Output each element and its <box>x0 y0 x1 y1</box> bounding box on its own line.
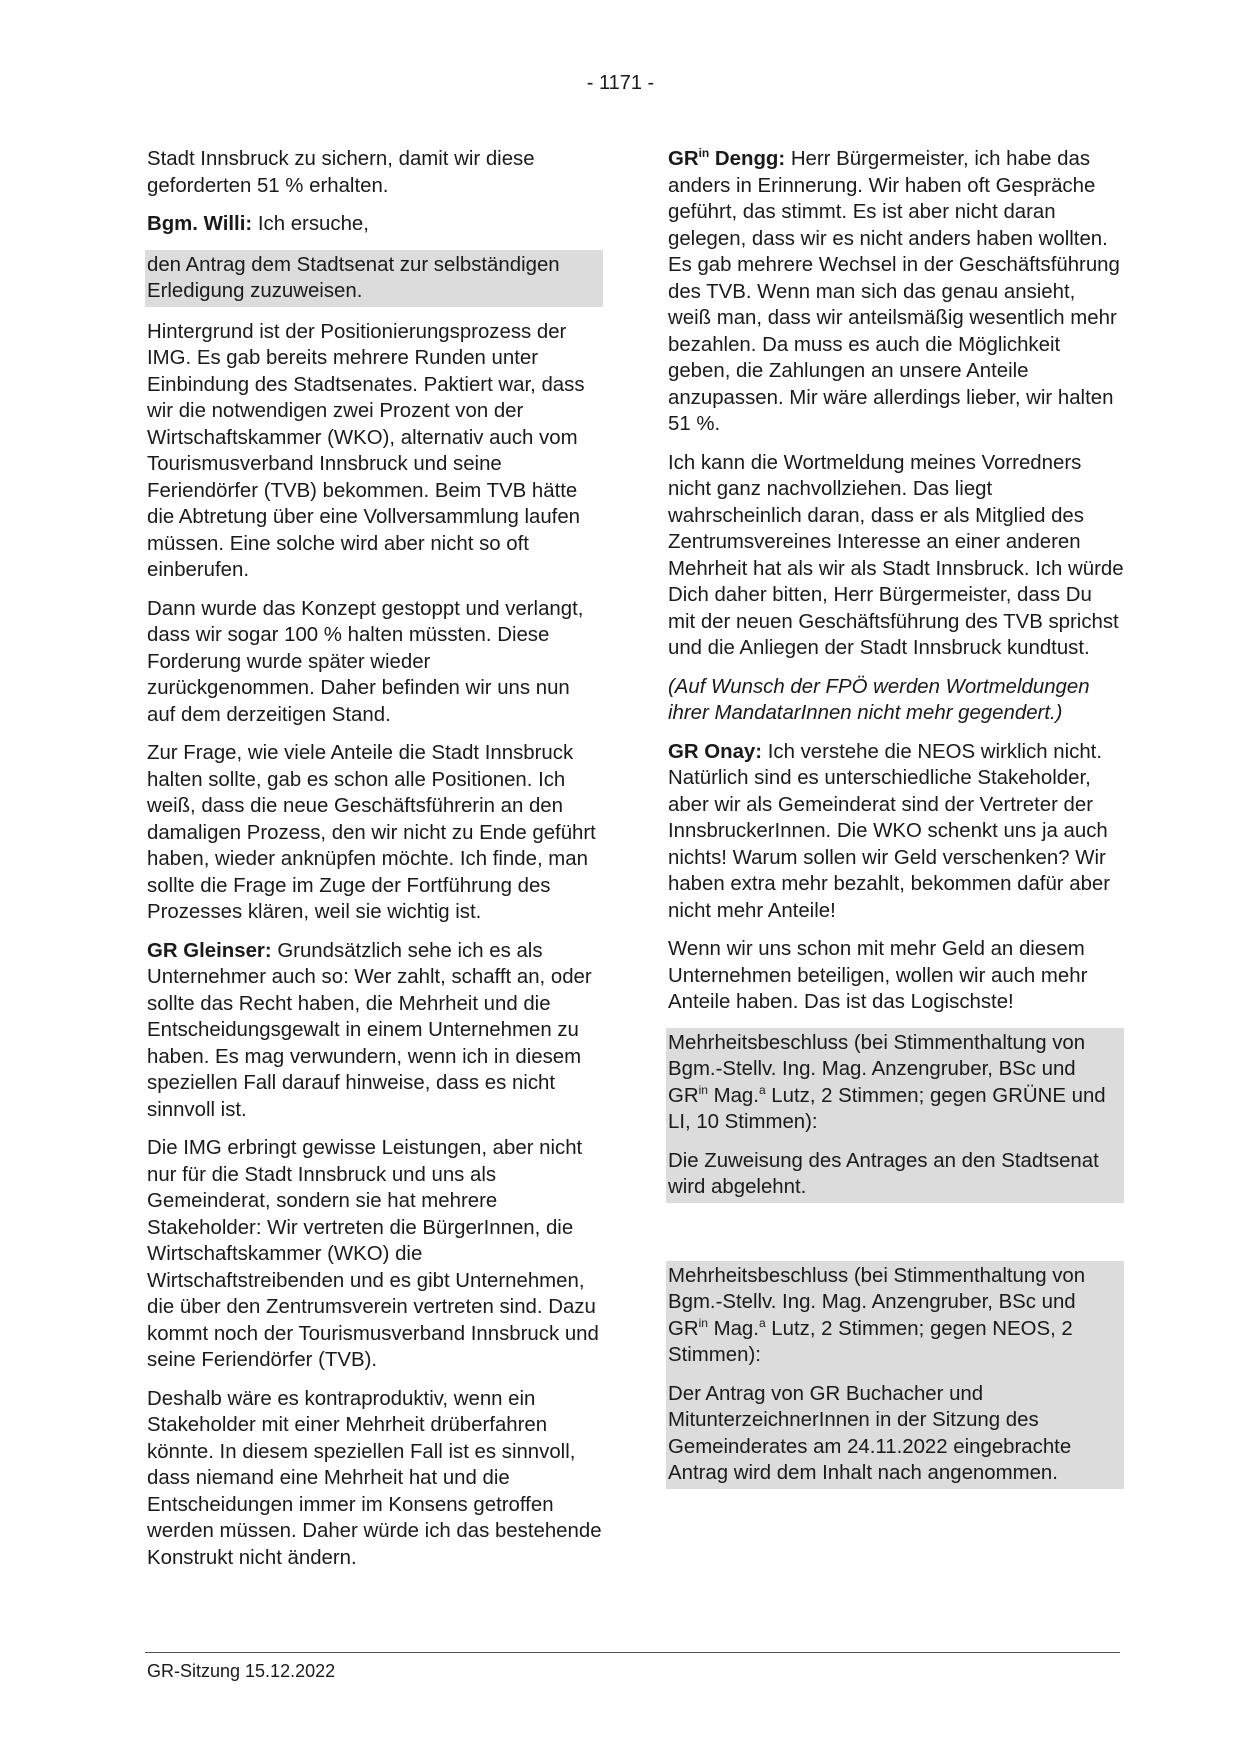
left-column <box>147 146 603 1583</box>
speaker-surname: Dengg: <box>709 148 786 170</box>
speaker-name <box>668 148 785 170</box>
motion-box <box>145 250 603 307</box>
speech-text: Herr Bürgermeister, ich habe das anders in Erinnerung. Wir haben oft Gespräche geführt, das stimmt. Es ist aber nicht daran gelegen, dass wir es nicht anders haben wollten. Es gab mehrere Wechsel in der Geschäftsführung des TVB. Wenn man sich das genau ansieht, weiß man, dass wir anteilsmäßig wesentlich mehr bezahlen. Da muss es auch die Möglichkeit geben, die Zahlungen an unsere Anteile anzupassen. Mir wäre allerdings lieber, wir halten 51 %. <box>668 148 1120 435</box>
vote-box-2 <box>666 1261 1124 1489</box>
motion-text: den Antrag dem Stadtsenat zur selbständigen Erledigung zuzuweisen. <box>147 253 560 302</box>
speaker-name: GR Gleinser: <box>147 939 272 962</box>
vote-statement <box>668 1030 1120 1136</box>
paragraph: Dann wurde das Konzept gestoppt und verlangt, dass wir sogar 100 % halten müssten. Diese Forderung wurde später wieder zurückgenommen. Daher befinden wir uns nun auf dem derzeitigen Stand. <box>147 597 584 726</box>
footer-text: GR-Sitzung 15.12.2022 <box>147 1661 336 1681</box>
spacer <box>668 1215 1124 1261</box>
vote-sup: a <box>758 1082 766 1097</box>
speaker-name: GR Onay: <box>668 740 763 763</box>
vote-text: Mag. <box>707 1317 759 1340</box>
vote-result: Die Zuweisung des Antrages an den Stadtsenat wird abgelehnt. <box>668 1149 1099 1198</box>
speaker-name: Bgm. Willi: <box>147 213 253 235</box>
speaker-paragraph-bgm-willi <box>147 211 603 238</box>
paragraph: Zur Frage, wie viele Anteile die Stadt Innsbruck halten sollte, gab es schon alle Positionen. Ich weiß, dass die neue Geschäftsführerin an den damaligen Prozess, den wir nicht zu Ende geführt haben, wieder anknüpfen möchte. Ich finde, man sollte die Frage im Zuge der Fortführung des Prozesses klären, weil sie wichtig ist. <box>147 742 596 923</box>
vote-sup: in <box>698 1082 708 1097</box>
paragraph: Die IMG erbringt gewisse Leistungen, aber nicht nur für die Stadt Innsbruck und uns als Gemeinderat, sondern sie hat mehrere Stakeholder: Wir vertreten die BürgerInnen, die Wirtschaftskammer (WKO) die Wirtschaftstreibenden und es gibt Unternehmen, die über den Zentrumsverein vertreten sind. Dazu kommt noch der Tourismusverband Innsbruck und seine Feriendörfer (TVB). <box>147 1137 599 1371</box>
speaker-title-sup: in <box>698 146 710 161</box>
paragraph: Hintergrund ist der Positionierungsprozess der IMG. Es gab bereits mehrere Runden unter Einbindung des Stadtsenates. Paktiert war, dass wir die notwendigen zwei Prozent von der Wirtschaftskammer (WKO), alternativ auch vom Tourismusverband Innsbruck und seine Feriendörfer (TVB) bekommen. Beim TVB hätte die Abtretung über eine Vollversammlung laufen müssen. Eine solche wird aber nicht so oft einberufen. <box>147 320 585 581</box>
paragraph: Ich kann die Wortmeldung meines Vorredners nicht ganz nachvollziehen. Das liegt wahrscheinlich daran, dass er als Mitglied des Zentrumsvereines Interesse an einer anderen Mehrheit hat als wir als Stadt Innsbruck. Ich würde Dich daher bitten, Herr Bürgermeister, dass Du mit der neuen Geschäftsführung des TVB sprichst und die Anliegen der Stadt Innsbruck kundtust. <box>668 451 1124 659</box>
speech-text: Ich verstehe die NEOS wirklich nicht. Natürlich sind es unterschiedliche Stakeholder, aber wir als Gemeinderat sind der Vertreter der InnsbruckerInnen. Die WKO schenkt uns ja auch nichts! Warum sollen wir Geld verschenken? Wir haben extra mehr bezahlt, bekommen dafür aber nicht mehr Anteile! <box>668 740 1111 922</box>
vote-text: Mehrheitsbeschluss (bei Stimmenthaltung von Bgm.-Stellv. Ing. Mag. Anzengruber, BSc und GR <box>668 1264 1086 1340</box>
paragraph: Deshalb wäre es kontraproduktiv, wenn ein Stakeholder mit einer Mehrheit drüberfahren könnte. In diesem speziellen Fall ist es sinnvoll, dass niemand eine Mehrheit hat und die Entscheidungen immer im Konsens getroffen werden müssen. Daher würde ich das bestehende Konstrukt nicht ändern. <box>147 1387 602 1569</box>
footer-divider <box>145 1652 1120 1653</box>
speaker-paragraph-gleinser <box>147 938 603 1124</box>
vote-text: Lutz, 2 Stimmen; gegen GRÜNE und LI, 10 Stimmen): <box>668 1084 1106 1133</box>
paragraph: Wenn wir uns schon mit mehr Geld an diesem Unternehmen beteiligen, wollen wir auch mehr Anteile haben. Das ist das Logischste! <box>668 938 1088 1013</box>
vote-statement <box>668 1263 1120 1369</box>
vote-sup: a <box>758 1315 766 1330</box>
vote-text: Lutz, 2 Stimmen; gegen NEOS, 2 Stimmen): <box>668 1317 1073 1366</box>
speech-text: Ich ersuche, <box>252 213 369 235</box>
speaker-paragraph-onay <box>668 739 1124 925</box>
editorial-note: (Auf Wunsch der FPÖ werden Wortmeldungen ihrer MandatarInnen nicht mehr gegendert.) <box>668 675 1090 724</box>
vote-text: Mag. <box>707 1084 759 1107</box>
vote-box-1 <box>666 1028 1124 1203</box>
right-column <box>668 146 1124 1501</box>
vote-text: Mehrheitsbeschluss (bei Stimmenthaltung von Bgm.-Stellv. Ing. Mag. Anzengruber, BSc und GR <box>668 1031 1086 1107</box>
page-number: - 1171 - <box>586 72 655 94</box>
speaker-paragraph-dengg <box>668 146 1124 438</box>
speech-text: Grundsätzlich sehe ich es als Unternehmer auch so: Wer zahlt, schafft an, oder sollte das Recht haben, die Mehrheit und die Entscheidungsgewalt in einem Unternehmen zu haben. Es mag verwundern, wenn ich in diesem speziellen Fall darauf hinweise, dass es nicht sinnvoll ist. <box>147 939 592 1121</box>
paragraph: Stadt Innsbruck zu sichern, damit wir diese geforderten 51 % erhalten. <box>147 148 535 197</box>
speaker-title: GR <box>668 148 699 170</box>
vote-sup: in <box>698 1315 708 1330</box>
vote-result: Der Antrag von GR Buchacher und MitunterzeichnerInnen in der Sitzung des Gemeinderates am 24.11.2022 eingebrachte Antrag wird dem Inhalt nach angenommen. <box>668 1382 1072 1484</box>
